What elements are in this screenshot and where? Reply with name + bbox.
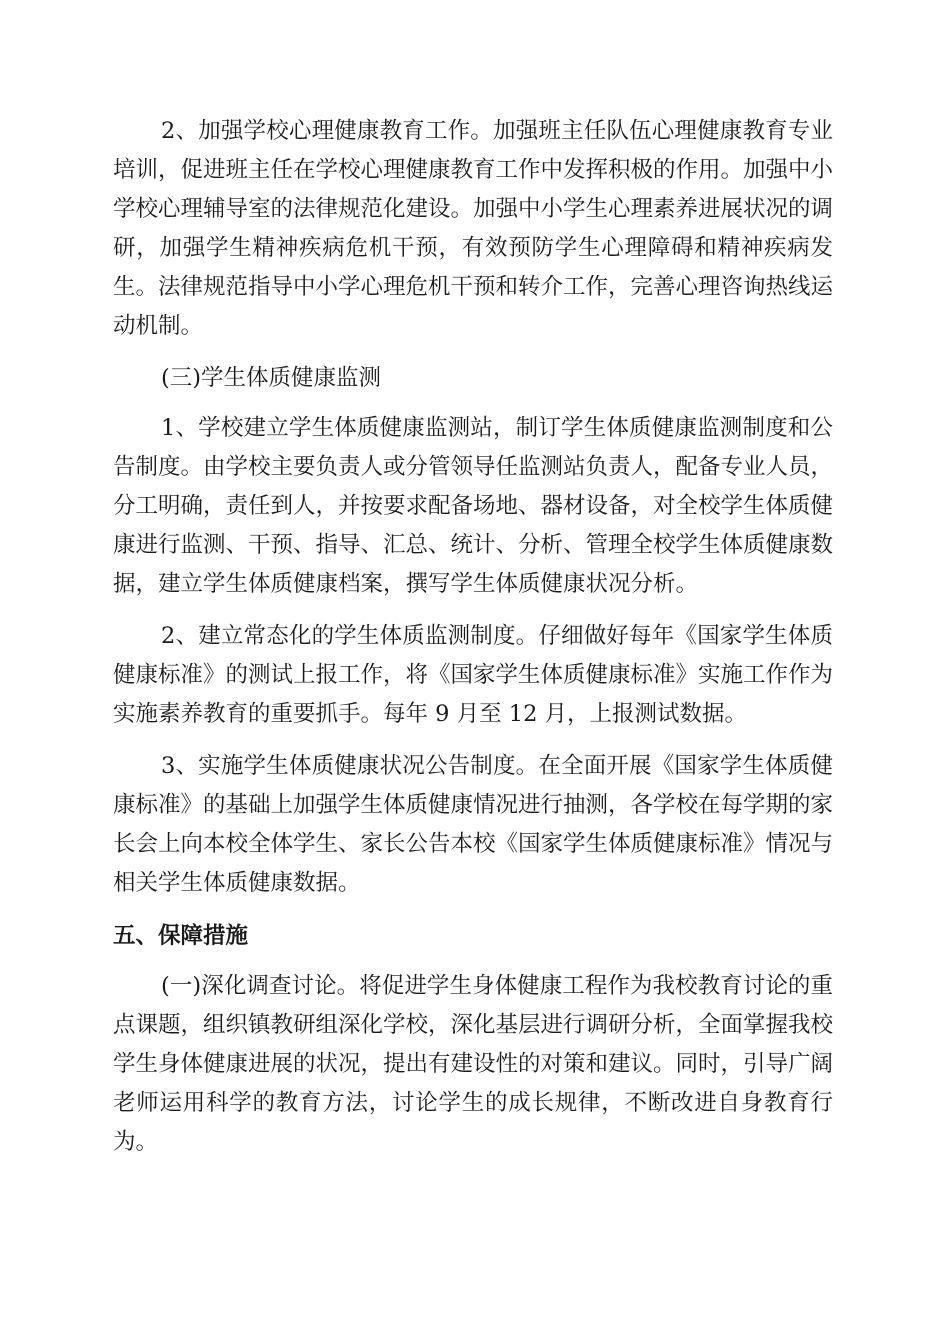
text-line: 3、实施学生体质健康状况公告制度。在全面开展《国家学生体质健 bbox=[161, 753, 833, 779]
text-line: 研，加强学生精神疾病危机干预，有效预防学生心理障碍和精神疾病发 bbox=[113, 235, 833, 261]
text-line: 康进行监测、干预、指导、汇总、统计、分析、管理全校学生体质健康数 bbox=[113, 532, 833, 558]
text-line: 相关学生体质健康数据。 bbox=[113, 870, 361, 896]
subheading-physical-monitoring: (三)学生体质健康监测 bbox=[161, 365, 382, 391]
text-line: 据，建立学生体质健康档案，撰写学生体质健康状况分析。 bbox=[113, 571, 699, 597]
text-line: 为。 bbox=[113, 1129, 159, 1155]
text-line: 2、建立常态化的学生体质监测制度。仔细做好每年《国家学生体质 bbox=[161, 623, 833, 649]
text-line: 长会上向本校全体学生、家长公告本校《国家学生体质健康标准》情况与 bbox=[113, 831, 833, 857]
text-line: 健康标准》的测试上报工作，将《国家学生体质健康标准》实施工作作为 bbox=[113, 662, 833, 688]
text-line: 分工明确，责任到人，并按要求配备场地、器材设备，对全校学生体质健 bbox=[113, 493, 833, 519]
section-heading-safeguards: 五、保障措施 bbox=[113, 923, 249, 949]
text-line: 学校心理辅导室的法律规范化建设。加强中小学生心理素养进展状况的调 bbox=[113, 196, 833, 222]
text-line: (一)深化调查讨论。将促进学生身体健康工程作为我校教育讨论的重 bbox=[161, 973, 833, 999]
text-line: 康标准》的基础上加强学生体质健康情况进行抽测，各学校在每学期的家 bbox=[113, 792, 833, 818]
text-line: 生。法律规范指导中小学心理危机干预和转介工作，完善心理咨询热线运 bbox=[113, 274, 833, 300]
text-line: 1、学校建立学生体质健康监测站，制订学生体质健康监测制度和公 bbox=[161, 415, 833, 441]
text-line: 告制度。由学校主要负责人或分管领导任监测站负责人，配备专业人员， bbox=[113, 454, 833, 480]
text-line: 动机制。 bbox=[113, 313, 204, 339]
text-line: 学生身体健康进展的状况，提出有建设性的对策和建议。同时，引导广阔 bbox=[113, 1051, 833, 1077]
text-line: 老师运用科学的教育方法，讨论学生的成长规律，不断改进自身教育行 bbox=[113, 1090, 833, 1116]
text-line: 2、加强学校心理健康教育工作。加强班主任队伍心理健康教育专业 bbox=[161, 118, 833, 144]
text-line: 培训，促进班主任在学校心理健康教育工作中发挥积极的作用。加强中小 bbox=[113, 157, 833, 183]
text-line: 点课题，组织镇教研组深化学校，深化基层进行调研分析，全面掌握我校 bbox=[113, 1012, 833, 1038]
text-line: 实施素养教育的重要抓手。每年 9 月至 12 月，上报测试数据。 bbox=[113, 701, 748, 727]
